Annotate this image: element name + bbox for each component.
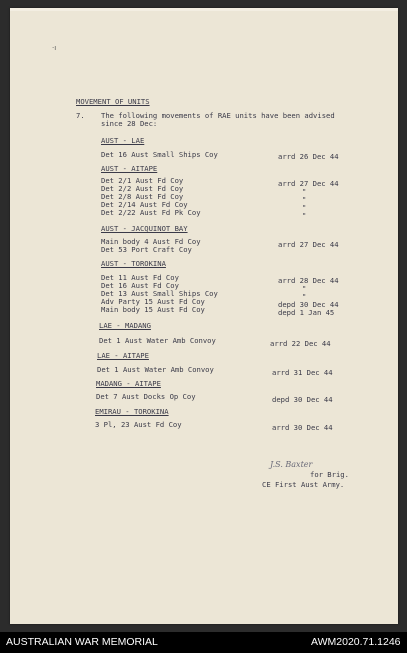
movement-date: depd 30 Dec 44 xyxy=(278,300,339,309)
ditto-mark: " xyxy=(302,203,307,212)
ditto-mark: " xyxy=(302,284,307,293)
ditto-mark: " xyxy=(302,187,307,196)
handwritten-signature: J.S. Baxter xyxy=(270,460,313,469)
unit-line: Det 7 Aust Docks Op Coy xyxy=(96,392,196,401)
unit-line: Det 2/2 Aust Fd Coy xyxy=(101,184,184,193)
unit-line: Det 16 Aust Fd Coy xyxy=(101,281,179,290)
unit-line: Det 2/14 Aust Fd Coy xyxy=(101,200,188,209)
unit-line: Det 1 Aust Water Amb Convoy xyxy=(97,365,214,374)
paragraph-line: The following movements of RAE units have been advised xyxy=(101,111,335,120)
movement-date: arrd 26 Dec 44 xyxy=(278,152,339,161)
ditto-mark: " xyxy=(302,292,307,301)
unit-line: Main body 4 Aust Fd Coy xyxy=(101,237,201,246)
signature-rank: for Brig. xyxy=(310,470,349,479)
movement-date: arrd 30 Dec 44 xyxy=(272,423,333,432)
section-title: MADANG - AITAPE xyxy=(96,379,161,388)
signature-title: CE First Aust Army. xyxy=(262,480,345,489)
footer-institution: AUSTRALIAN WAR MEMORIAL xyxy=(6,636,158,648)
section-title: EMIRAU - TOROKINA xyxy=(95,407,169,416)
ditto-mark: " xyxy=(302,211,307,220)
section-title: LAE - MADANG xyxy=(99,321,151,330)
unit-line: Adv Party 15 Aust Fd Coy xyxy=(101,297,205,306)
page-mark: ·ı xyxy=(52,44,57,52)
heading: MOVEMENT OF UNITS xyxy=(76,97,150,106)
unit-line: 3 Pl, 23 Aust Fd Coy xyxy=(95,420,182,429)
unit-line: Det 11 Aust Fd Coy xyxy=(101,273,179,282)
movement-date: depd 30 Dec 44 xyxy=(272,395,333,404)
ditto-mark: " xyxy=(302,195,307,204)
movement-date: depd 1 Jan 45 xyxy=(278,308,335,317)
unit-line: Det 2/8 Aust Fd Coy xyxy=(101,192,184,201)
page-edge xyxy=(10,8,398,11)
movement-date: arrd 31 Dec 44 xyxy=(272,368,333,377)
footer-accession-number: AWM2020.71.1246 xyxy=(311,636,401,648)
document-page xyxy=(10,8,398,624)
unit-line: Det 1 Aust Water Amb Convoy xyxy=(99,336,216,345)
movement-date: arrd 28 Dec 44 xyxy=(278,276,339,285)
unit-line: Det 2/22 Aust Fd Pk Coy xyxy=(101,208,201,217)
section-title: AUST - AITAPE xyxy=(101,164,158,173)
section-title: AUST - LAE xyxy=(101,136,145,145)
archive-footer xyxy=(0,632,407,653)
movement-date: arrd 27 Dec 44 xyxy=(278,240,339,249)
paragraph-line: since 28 Dec: xyxy=(101,119,158,128)
section-title: AUST - JACQUINOT BAY xyxy=(101,224,188,233)
section-title: AUST - TOROKINA xyxy=(101,259,166,268)
unit-line: Det 53 Port Craft Coy xyxy=(101,245,192,254)
unit-line: Det 13 Aust Small Ships Coy xyxy=(101,289,218,298)
paragraph-number: 7. xyxy=(76,111,85,120)
unit-line: Det 16 Aust Small Ships Coy xyxy=(101,150,218,159)
movement-date: arrd 22 Dec 44 xyxy=(270,339,331,348)
section-title: LAE - AITAPE xyxy=(97,351,149,360)
unit-line: Main body 15 Aust Fd Coy xyxy=(101,305,205,314)
movement-date: arrd 27 Dec 44 xyxy=(278,179,339,188)
unit-line: Det 2/1 Aust Fd Coy xyxy=(101,176,184,185)
